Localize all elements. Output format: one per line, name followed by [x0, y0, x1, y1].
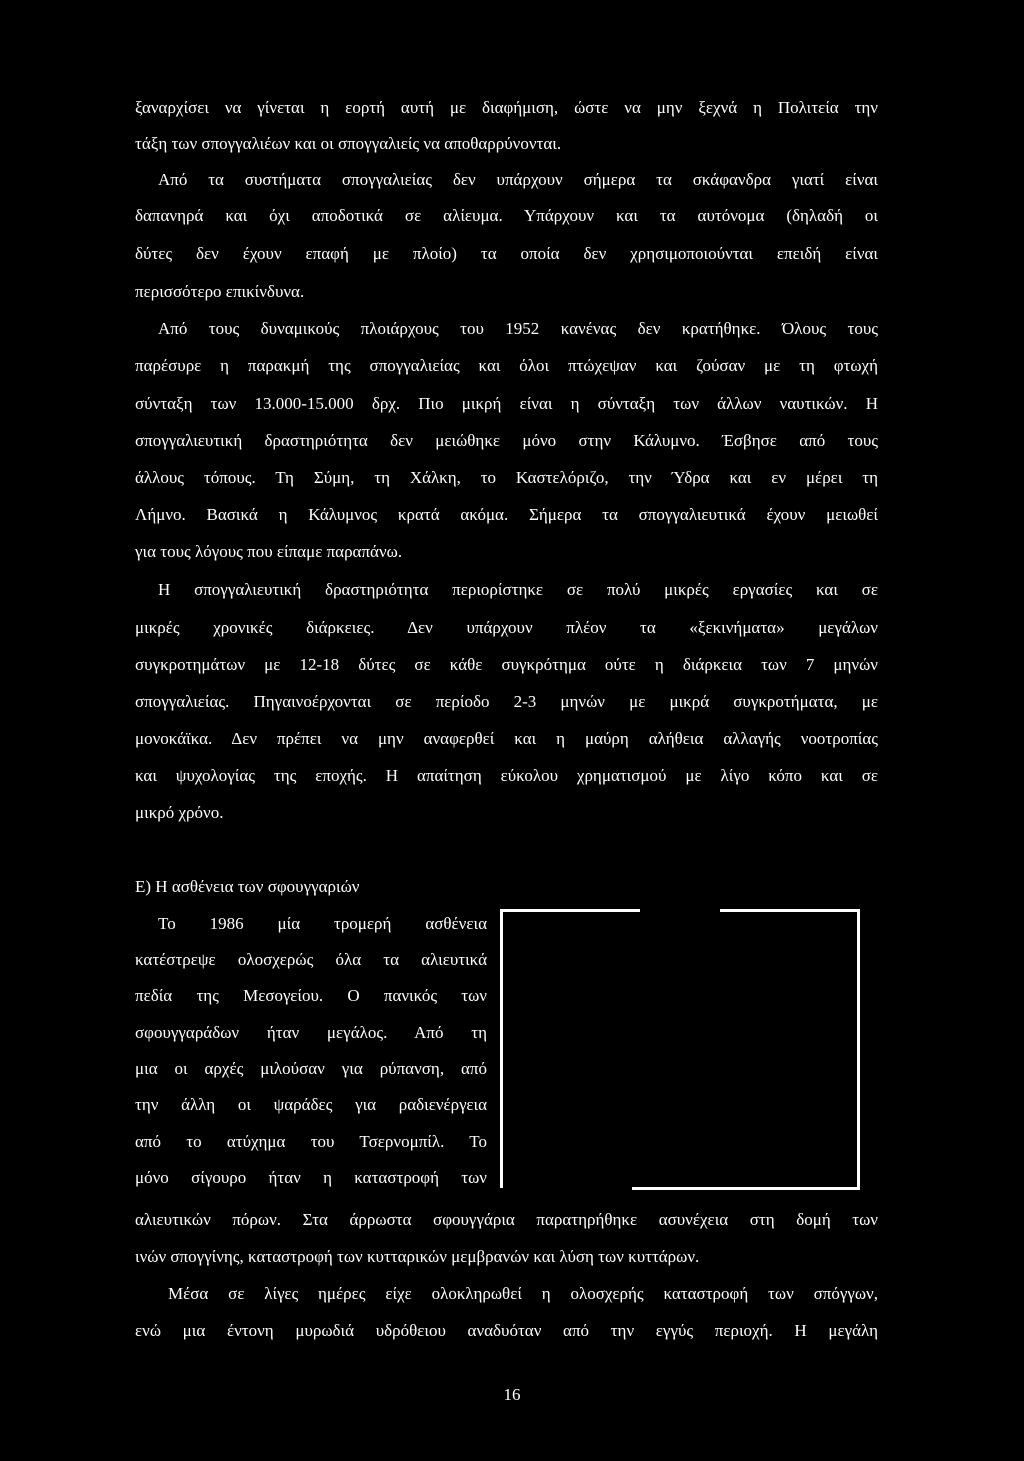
- text-line: σφουγγαράδων ήταν μεγάλος. Από τη: [135, 1023, 487, 1042]
- text-line: σύνταξη των 13.000-15.000 δρχ. Πιο μικρή είναι η σύνταξη των άλλων ναυτικών. Η: [135, 394, 878, 413]
- text-line: από το ατύχημα του Τσερνομπίλ. Το: [135, 1132, 487, 1151]
- text-line: πεδία της Μεσογείου. Ο πανικός των: [135, 986, 487, 1005]
- text-line: παρέσυρε η παρακμή της σπογγαλιείας και όλοι πτώχεψαν και ζούσαν με τη φτωχή: [135, 356, 878, 375]
- text-line: ινών σπογγίνης, καταστροφή των κυτταρικών μεμβρανών και λύση των κυττάρων.: [135, 1247, 700, 1266]
- figure-frame-gap: [640, 905, 720, 913]
- text-line: Μέσα σε λίγες ημέρες είχε ολοκληρωθεί η ολοσχερής καταστροφή των σπόγγων,: [168, 1284, 878, 1303]
- text-line: κατέστρεψε ολοσχερώς όλα τα αλιευτικά: [135, 950, 487, 969]
- text-line: μικρό χρόνο.: [135, 803, 224, 822]
- text-line: μια οι αρχές μιλούσαν για ρύπανση, από: [135, 1059, 487, 1078]
- text-line: την άλλη οι ψαράδες για ραδιενέργεια: [135, 1095, 487, 1114]
- text-line: Το 1986 μία τρομερή ασθένεια: [158, 914, 487, 933]
- text-line: μόνο σίγουρο ήταν η καταστροφή των: [135, 1168, 487, 1187]
- figure-frame: [500, 909, 860, 1188]
- text-line: για τους λόγους που είπαμε παραπάνω.: [135, 542, 403, 561]
- section-heading: Ε) Η ασθένεια των σφουγγαριών: [135, 877, 360, 896]
- text-line: ενώ μια έντονη μυρωδιά υδρόθειου αναδυόταν από την εγγύς περιοχή. Η μεγάλη: [135, 1321, 878, 1340]
- text-line: και ψυχολογίας της εποχής. Η απαίτηση εύκολου χρηματισμού με λίγο κόπο και σε: [135, 766, 878, 785]
- text-line: Λήμνο. Βασικά η Κάλυμνος κρατά ακόμα. Σήμερα τα σπογγαλιευτικά έχουν μειωθεί: [135, 505, 878, 524]
- text-line: άλλους τόπους. Τη Σύμη, τη Χάλκη, το Καστελόριζο, την Ύδρα και εν μέρει τη: [135, 468, 878, 487]
- text-line: Από τους δυναμικούς πλοιάρχους του 1952 κανένας δεν κρατήθηκε. Όλους τους: [158, 319, 878, 338]
- text-line: δύτες δεν έχουν επαφή με πλοίο) τα οποία δεν χρησιμοποιούνται επειδή είναι: [135, 244, 878, 263]
- text-line: τάξη των σπογγαλιέων και οι σπογγαλιείς να αποθαρρύνονται.: [135, 134, 562, 153]
- text-line: αλιευτικών πόρων. Στα άρρωστα σφουγγάρια παρατηρήθηκε ασυνέχεια στη δομή των: [135, 1210, 878, 1229]
- figure-bottom-rule: [632, 1187, 860, 1190]
- text-line: σπογγαλιευτική δραστηριότητα δεν μειώθηκε μόνο στην Κάλυμνο. Έσβησε από τους: [135, 431, 878, 450]
- page-number: 16: [503, 1385, 521, 1404]
- text-line: συγκροτημάτων με 12-18 δύτες σε κάθε συγκρότημα ούτε η διάρκεια των 7 μηνών: [135, 655, 878, 674]
- text-line: μονοκάϊκα. Δεν πρέπει να μην αναφερθεί και η μαύρη αλήθεια αλλαγής νοοτροπίας: [135, 729, 878, 748]
- text-line: ξαναρχίσει να γίνεται η εορτή αυτή με διαφήμιση, ώστε να μην ξεχνά η Πολιτεία την: [135, 98, 878, 117]
- text-line: Από τα συστήματα σπογγαλιείας δεν υπάρχουν σήμερα τα σκάφανδρα γιατί είναι: [158, 170, 878, 189]
- text-line: δαπανηρά και όχι αποδοτικά σε αλίευμα. Υπάρχουν και τα αυτόνομα (δηλαδή οι: [135, 206, 878, 225]
- text-line: περισσότερο επικίνδυνα.: [135, 282, 305, 301]
- text-line: Η σπογγαλιευτική δραστηριότητα περιορίστηκε σε πολύ μικρές εργασίες και σε: [158, 580, 878, 599]
- text-line: σπογγαλιείας. Πηγαινοέρχονται σε περίοδο 2-3 μηνών με μικρά συγκροτήματα, με: [135, 692, 878, 711]
- text-line: μικρές χρονικές διάρκειες. Δεν υπάρχουν πλέον τα «ξεκινήματα» μεγάλων: [135, 618, 878, 637]
